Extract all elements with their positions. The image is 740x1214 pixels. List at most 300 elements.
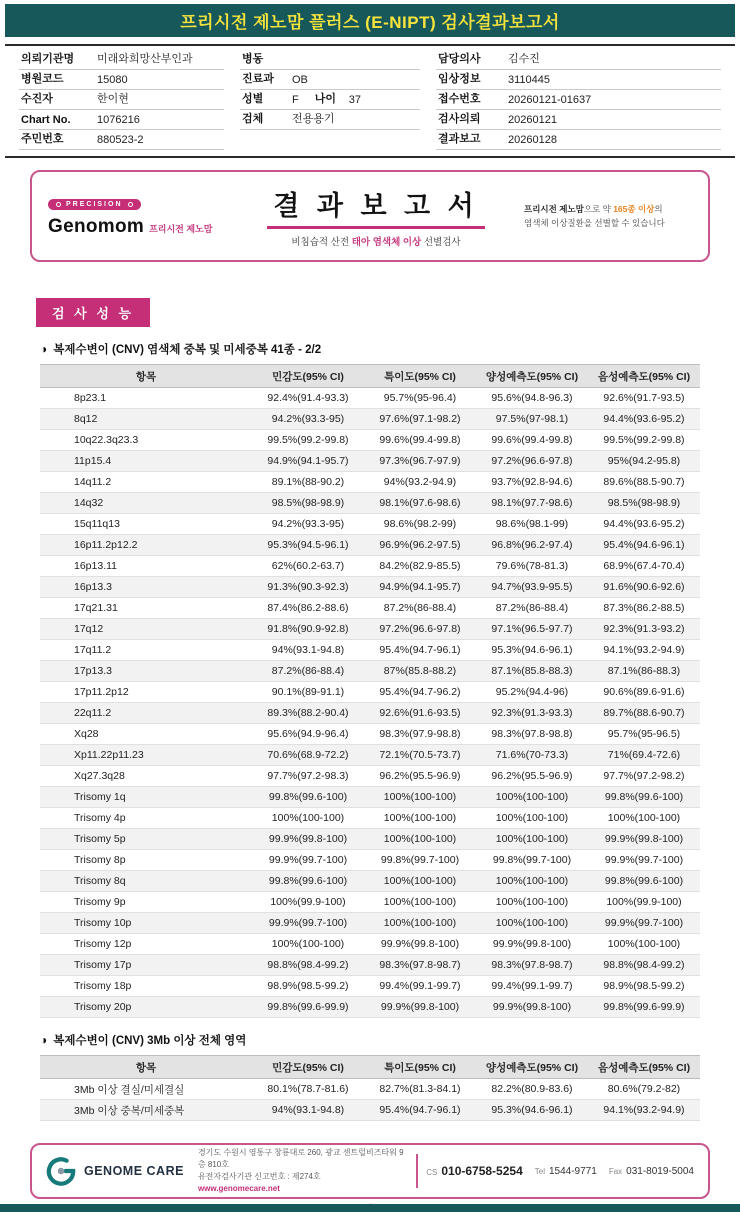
table-row (40, 913, 700, 934)
table-header-row (40, 365, 700, 388)
column-header: 민감도(95% CI) (252, 1056, 364, 1079)
item-cell: 3Mb 이상 결실/미세결실 (40, 1079, 252, 1100)
half-circle-icon: ◑ (40, 1033, 48, 1047)
value-cell: 97.3%(96.7-97.9) (364, 451, 476, 472)
value-cell: 100%(100-100) (252, 808, 364, 829)
value-cell: 99.9%(99.8-100) (364, 934, 476, 955)
item-cell: Trisomy 12p (40, 934, 252, 955)
table-row (40, 451, 700, 472)
item-cell: Trisomy 5p (40, 829, 252, 850)
footer-address (198, 1147, 408, 1195)
value-cell: 89.3%(88.2-90.4) (252, 703, 364, 724)
value-cell: 87.1%(86-88.3) (588, 661, 700, 682)
value-cell: 98.5%(98-98.9) (588, 493, 700, 514)
item-cell: 17p11.2p12 (40, 682, 252, 703)
value-cell: 99.9%(99.8-100) (252, 829, 364, 850)
value-cell: 71.6%(70-73.3) (476, 745, 588, 766)
value-cell: 98.5%(98-98.9) (252, 493, 364, 514)
value-cell: 99.9%(99.7-100) (252, 850, 364, 871)
patient-info-right-column (436, 50, 721, 150)
value-cell: 95.3%(94.6-96.1) (476, 1100, 588, 1121)
value-cell: 99.8%(99.6-99.9) (588, 997, 700, 1018)
subsection-title: 복제수변이 (CNV) 3Mb 이상 전체 영역 (53, 1035, 247, 1047)
value-cell: 90.6%(89.6-91.6) (588, 682, 700, 703)
value-cell: 79.6%(78-81.3) (476, 556, 588, 577)
value-cell: 98.1%(97.6-98.6) (364, 493, 476, 514)
value-cell: 99.4%(99.1-99.7) (364, 976, 476, 997)
value-cell: 89.7%(88.6-90.7) (588, 703, 700, 724)
side-note (524, 202, 692, 230)
report-page (0, 4, 740, 1212)
table-row (40, 577, 700, 598)
fax-contact (609, 1166, 694, 1177)
value-cell: 99.8%(99.6-100) (588, 787, 700, 808)
item-cell: 10q22.3q23.3 (40, 430, 252, 451)
column-header: 양성예측도(95% CI) (476, 1056, 588, 1079)
item-cell: 8q12 (40, 409, 252, 430)
value-cell: 94.2%(93.3-95) (252, 514, 364, 535)
value-cell: 82.2%(80.9-83.6) (476, 1079, 588, 1100)
badge-dot-icon (128, 202, 133, 207)
field-value: 20260121 (508, 114, 557, 126)
value-cell: 87.2%(86-88.4) (252, 661, 364, 682)
subtitle-highlight: 태아 염색체 이상 (351, 237, 422, 248)
column-header: 양성예측도(95% CI) (476, 365, 588, 388)
item-cell: 15q11q13 (40, 514, 252, 535)
column-header: 특이도(95% CI) (364, 1056, 476, 1079)
subtitle-text: 선별검사 (421, 237, 461, 248)
field-value: 20260128 (508, 134, 557, 146)
value-cell: 92.3%(91.3-93.3) (476, 703, 588, 724)
subsection-cnv-3mb (40, 1032, 740, 1048)
item-cell: 14q32 (40, 493, 252, 514)
field-chart-no (19, 110, 224, 130)
column-header: 음성예측도(95% CI) (588, 365, 700, 388)
half-circle-icon: ◑ (40, 342, 48, 356)
item-cell: 16p13.3 (40, 577, 252, 598)
note-highlight: 165종 이상 (613, 203, 655, 214)
value-cell: 94%(93.2-94.9) (364, 472, 476, 493)
table-row (40, 808, 700, 829)
value-cell: 94.7%(93.9-95.5) (476, 577, 588, 598)
value-cell: 95.4%(94.7-96.2) (364, 682, 476, 703)
value-cell: 100%(100-100) (364, 829, 476, 850)
fax-label: Fax (608, 1166, 623, 1176)
badge-dot-icon (56, 202, 61, 207)
column-header: 민감도(95% CI) (252, 365, 364, 388)
table-row (40, 976, 700, 997)
value-cell: 100%(100-100) (364, 892, 476, 913)
patient-info-section (5, 44, 735, 158)
genomecare-logo-icon (46, 1156, 76, 1186)
field-value: 20260121-01637 (508, 94, 592, 106)
value-cell: 100%(99.9-100) (252, 892, 364, 913)
value-cell: 99.5%(99.2-99.8) (252, 430, 364, 451)
value-cell: 99.4%(99.1-99.7) (476, 976, 588, 997)
value-cell: 99.6%(99.4-99.8) (364, 430, 476, 451)
item-cell: 22q11.2 (40, 703, 252, 724)
value-cell: 94.9%(94.1-95.7) (364, 577, 476, 598)
value-cell: 89.6%(88.5-90.7) (588, 472, 700, 493)
value-cell: 90.1%(89-91.1) (252, 682, 364, 703)
value-cell: 100%(100-100) (364, 787, 476, 808)
value-cell: 94.1%(93.2-94.9) (588, 640, 700, 661)
value-cell: 95.4%(94.7-96.1) (364, 1100, 476, 1121)
table-row (40, 430, 700, 451)
item-cell: Xq28 (40, 724, 252, 745)
value-cell: 94.9%(94.1-95.7) (252, 451, 364, 472)
value-cell: 99.8%(99.6-100) (588, 871, 700, 892)
field-label: 나이 (314, 93, 336, 105)
value-cell: 100%(100-100) (476, 829, 588, 850)
value-cell: 91.8%(90.9-92.8) (252, 619, 364, 640)
field-label: 성별 (242, 93, 264, 105)
value-cell: 97.1%(96.5-97.7) (476, 619, 588, 640)
value-cell: 99.5%(99.2-99.8) (588, 430, 700, 451)
value-cell: 99.8%(99.7-100) (476, 850, 588, 871)
item-cell: 17q11.2 (40, 640, 252, 661)
value-cell: 97.5%(97-98.1) (476, 409, 588, 430)
column-header: 특이도(95% CI) (364, 365, 476, 388)
value-cell: 95.3%(94.5-96.1) (252, 535, 364, 556)
field-value: 37 (348, 94, 361, 106)
value-cell: 99.8%(99.6-100) (252, 871, 364, 892)
value-cell: 99.9%(99.8-100) (476, 934, 588, 955)
field-value: 전용용기 (292, 113, 335, 125)
value-cell: 87.1%(85.8-88.3) (476, 661, 588, 682)
value-cell: 100%(100-100) (476, 913, 588, 934)
field-value: F (292, 94, 299, 106)
doc-title-block (228, 184, 524, 248)
table-row (40, 892, 700, 913)
table-row (40, 682, 700, 703)
field-value: 1076216 (97, 114, 140, 126)
value-cell: 87.2%(86-88.4) (476, 598, 588, 619)
performance-table (40, 364, 700, 1018)
field-sex-age (240, 90, 420, 110)
precision-badge-label: PRECISION (66, 201, 123, 208)
footer-divider (416, 1154, 418, 1188)
item-cell: Trisomy 20p (40, 997, 252, 1018)
value-cell: 100%(100-100) (476, 892, 588, 913)
value-cell: 98.3%(97.8-98.7) (364, 955, 476, 976)
subsection-title: 복제수변이 (CNV) 염색체 중복 및 미세중복 41종 - 2/2 (53, 344, 322, 356)
field-label: Chart No. (21, 114, 71, 126)
footer-contact (426, 1164, 694, 1178)
item-cell: 8p23.1 (40, 388, 252, 409)
patient-info-left-column (19, 50, 224, 150)
value-cell: 92.3%(91.3-93.2) (588, 619, 700, 640)
value-cell: 99.9%(99.8-100) (588, 829, 700, 850)
table-row (40, 514, 700, 535)
note-text: 의 (654, 203, 663, 214)
cs-contact (426, 1164, 523, 1178)
brand-name: Genomom (48, 216, 145, 237)
value-cell: 95.6%(94.9-96.4) (252, 724, 364, 745)
item-cell: Trisomy 8p (40, 850, 252, 871)
table-row (40, 850, 700, 871)
value-cell: 94%(93.1-94.8) (252, 1100, 364, 1121)
table-row (40, 1079, 700, 1100)
value-cell: 100%(100-100) (588, 934, 700, 955)
value-cell: 100%(100-100) (476, 787, 588, 808)
value-cell: 96.8%(96.2-97.4) (476, 535, 588, 556)
field-department (240, 70, 420, 90)
brand-name-korean: 프리시전 제노맘 (149, 224, 213, 234)
doc-title-underline (267, 226, 485, 229)
cs-label: CS (426, 1168, 438, 1177)
value-cell: 80.6%(79.2-82) (588, 1079, 700, 1100)
item-cell: Trisomy 1q (40, 787, 252, 808)
table-row (40, 703, 700, 724)
value-cell: 89.1%(88-90.2) (252, 472, 364, 493)
value-cell: 99.9%(99.8-100) (364, 997, 476, 1018)
table-row (40, 388, 700, 409)
table-row (40, 829, 700, 850)
value-cell: 98.9%(98.5-99.2) (252, 976, 364, 997)
table-body (40, 388, 700, 1018)
value-cell: 100%(100-100) (588, 808, 700, 829)
field-label: 병원코드 (21, 73, 64, 85)
item-cell: Xp11.22p11.23 (40, 745, 252, 766)
value-cell: 100%(100-100) (364, 913, 476, 934)
section-title-test-performance: 검 사 성 능 (36, 298, 150, 327)
precision-badge (48, 199, 141, 210)
value-cell: 94.2%(93.3-95) (252, 409, 364, 430)
value-cell: 100%(100-100) (364, 871, 476, 892)
address-line1: 경기도 수원시 영통구 창룡대로 260, 광교 센트럴비즈타워 9층 810호 (197, 1148, 404, 1169)
field-request-date (436, 110, 721, 130)
cs-number: 010-6758-5254 (441, 1164, 523, 1178)
value-cell: 94%(93.1-94.8) (252, 640, 364, 661)
column-header: 항목 (40, 365, 252, 388)
field-value: 15080 (97, 74, 128, 86)
value-cell: 99.9%(99.7-100) (252, 913, 364, 934)
item-cell: 17q21.31 (40, 598, 252, 619)
value-cell: 91.3%(90.3-92.3) (252, 577, 364, 598)
field-label: 임상정보 (438, 73, 481, 85)
field-doctor (436, 50, 721, 70)
value-cell: 97.7%(97.2-98.3) (252, 766, 364, 787)
value-cell: 68.9%(67.4-70.4) (588, 556, 700, 577)
field-label: 진료과 (242, 73, 274, 85)
field-label: 의뢰기관명 (21, 53, 75, 65)
field-patient-name (19, 90, 224, 110)
tel-label: Tel (534, 1166, 545, 1176)
table-row (40, 871, 700, 892)
website-link[interactable]: www.genomecare.net (197, 1184, 280, 1193)
value-cell: 98.3%(97.9-98.8) (364, 724, 476, 745)
table-row (40, 1100, 700, 1121)
value-cell: 100%(100-100) (364, 808, 476, 829)
item-cell: 17q12 (40, 619, 252, 640)
value-cell: 99.9%(99.8-100) (476, 997, 588, 1018)
value-cell: 87.4%(86.2-88.6) (252, 598, 364, 619)
item-cell: 3Mb 이상 중복/미세중복 (40, 1100, 252, 1121)
value-cell: 100%(99.9-100) (588, 892, 700, 913)
item-cell: Trisomy 18p (40, 976, 252, 997)
value-cell: 94.4%(93.6-95.2) (588, 409, 700, 430)
table-row (40, 640, 700, 661)
field-label: 결과보고 (438, 133, 481, 145)
value-cell: 95.2%(94.4-96) (476, 682, 588, 703)
table-row (40, 535, 700, 556)
value-cell: 80.1%(78.7-81.6) (252, 1079, 364, 1100)
value-cell: 82.7%(81.3-84.1) (364, 1079, 476, 1100)
value-cell: 92.6%(91.7-93.5) (588, 388, 700, 409)
table-row (40, 955, 700, 976)
value-cell: 98.8%(98.4-99.2) (252, 955, 364, 976)
field-label: 수진자 (21, 93, 53, 105)
field-clinical-info (436, 70, 721, 90)
field-label: 담당의사 (438, 53, 481, 65)
note-text: 염색체 이상질환을 선별할 수 있습니다 (524, 218, 665, 228)
value-cell: 94.4%(93.6-95.2) (588, 514, 700, 535)
value-cell: 92.4%(91.4-93.3) (252, 388, 364, 409)
value-cell: 71%(69.4-72.6) (588, 745, 700, 766)
item-cell: 17p13.3 (40, 661, 252, 682)
item-cell: Xq27.3q28 (40, 766, 252, 787)
doc-title: 결 과 보 고 서 (273, 191, 479, 221)
field-value: OB (292, 74, 308, 86)
value-cell: 100%(100-100) (476, 871, 588, 892)
table-row (40, 598, 700, 619)
field-hospital-code (19, 70, 224, 90)
value-cell: 91.6%(90.6-92.6) (588, 577, 700, 598)
value-cell: 70.6%(68.9-72.2) (252, 745, 364, 766)
value-cell: 84.2%(82.9-85.5) (364, 556, 476, 577)
table-row (40, 409, 700, 430)
table-row (40, 766, 700, 787)
field-value: 880523-2 (97, 134, 144, 146)
company-name: GENOME CARE (84, 1164, 184, 1178)
table-header-row (40, 1056, 700, 1079)
table-row (40, 619, 700, 640)
value-cell: 95%(94.2-95.8) (588, 451, 700, 472)
value-cell: 99.8%(99.6-99.9) (252, 997, 364, 1018)
item-cell: Trisomy 10p (40, 913, 252, 934)
value-cell: 95.4%(94.7-96.1) (364, 640, 476, 661)
field-label: 주민번호 (21, 133, 64, 145)
patient-info-middle-column (240, 50, 420, 150)
field-report-date (436, 130, 721, 150)
field-receipt-no (436, 90, 721, 110)
tel-number: 1544-9771 (548, 1165, 597, 1177)
item-cell: Trisomy 4p (40, 808, 252, 829)
field-value: 한이현 (97, 93, 129, 105)
value-cell: 99.8%(99.7-100) (364, 850, 476, 871)
table-row (40, 787, 700, 808)
value-cell: 92.6%(91.6-93.5) (364, 703, 476, 724)
table-row (40, 661, 700, 682)
value-cell: 97.2%(96.6-97.8) (364, 619, 476, 640)
value-cell: 72.1%(70.5-73.7) (364, 745, 476, 766)
note-text: 으로 약 (583, 203, 614, 214)
table-row (40, 493, 700, 514)
column-header: 항목 (40, 1056, 252, 1079)
field-value: 미래와희망산부인과 (97, 53, 193, 65)
value-cell: 98.1%(97.7-98.6) (476, 493, 588, 514)
field-label: 검체 (242, 113, 264, 125)
table-row (40, 997, 700, 1018)
tel-contact (535, 1166, 597, 1177)
value-cell: 87%(85.8-88.2) (364, 661, 476, 682)
item-cell: 16p13.11 (40, 556, 252, 577)
table-row (40, 472, 700, 493)
fax-number: 031-8019-5004 (626, 1165, 694, 1177)
value-cell: 95.7%(95-96.5) (588, 724, 700, 745)
value-cell: 100%(100-100) (476, 808, 588, 829)
table-row (40, 724, 700, 745)
value-cell: 62%(60.2-63.7) (252, 556, 364, 577)
result-report-box (30, 170, 710, 262)
item-cell: 16p11.2p12.2 (40, 535, 252, 556)
footer (30, 1143, 710, 1199)
value-cell: 95.4%(94.6-96.1) (588, 535, 700, 556)
field-specimen (240, 110, 420, 130)
table-row (40, 556, 700, 577)
item-cell: Trisomy 8q (40, 871, 252, 892)
value-cell: 99.9%(99.7-100) (588, 850, 700, 871)
column-header: 음성예측도(95% CI) (588, 1056, 700, 1079)
value-cell: 95.7%(95-96.4) (364, 388, 476, 409)
value-cell: 97.6%(97.1-98.2) (364, 409, 476, 430)
value-cell: 96.2%(95.5-96.9) (476, 766, 588, 787)
field-value: 김수진 (508, 53, 540, 65)
report-title: 프리시전 제노맘 플러스 (E-NIPT) 검사결과보고서 (180, 13, 560, 32)
value-cell: 99.9%(99.7-100) (588, 913, 700, 934)
item-cell: 11p15.4 (40, 451, 252, 472)
value-cell: 87.2%(86-88.4) (364, 598, 476, 619)
field-label: 병동 (242, 53, 264, 65)
value-cell: 87.3%(86.2-88.5) (588, 598, 700, 619)
value-cell: 98.6%(98.1-99) (476, 514, 588, 535)
field-referring-org (19, 50, 224, 70)
genomom-logo (48, 194, 228, 238)
value-cell: 98.6%(98.2-99) (364, 514, 476, 535)
value-cell: 100%(100-100) (252, 934, 364, 955)
address-line2: 유전자검사기관 신고번호 : 제274호 (197, 1172, 321, 1181)
region-table (40, 1055, 700, 1121)
subsection-cnv-duplication (40, 341, 740, 357)
field-value: 3110445 (508, 74, 551, 86)
value-cell: 94.1%(93.2-94.9) (588, 1100, 700, 1121)
value-cell: 99.6%(99.4-99.8) (476, 430, 588, 451)
value-cell: 98.3%(97.8-98.7) (476, 955, 588, 976)
value-cell: 98.9%(98.5-99.2) (588, 976, 700, 997)
table-row (40, 745, 700, 766)
field-resident-id (19, 130, 224, 150)
bottom-bar (0, 1204, 740, 1212)
item-cell: Trisomy 17p (40, 955, 252, 976)
value-cell: 93.7%(92.8-94.6) (476, 472, 588, 493)
doc-subtitle (228, 234, 524, 248)
table-row (40, 934, 700, 955)
report-title-bar (5, 4, 735, 37)
value-cell: 96.2%(95.5-96.9) (364, 766, 476, 787)
value-cell: 95.6%(94.8-96.3) (476, 388, 588, 409)
subtitle-text: 비침습적 산전 (291, 237, 352, 248)
table-body (40, 1079, 700, 1121)
field-label: 검사의뢰 (438, 113, 481, 125)
value-cell: 98.8%(98.4-99.2) (588, 955, 700, 976)
item-cell: 14q11.2 (40, 472, 252, 493)
value-cell: 97.2%(96.6-97.8) (476, 451, 588, 472)
value-cell: 99.8%(99.6-100) (252, 787, 364, 808)
value-cell: 97.7%(97.2-98.2) (588, 766, 700, 787)
value-cell: 96.9%(96.2-97.5) (364, 535, 476, 556)
note-brand: 프리시전 제노맘 (524, 203, 584, 214)
